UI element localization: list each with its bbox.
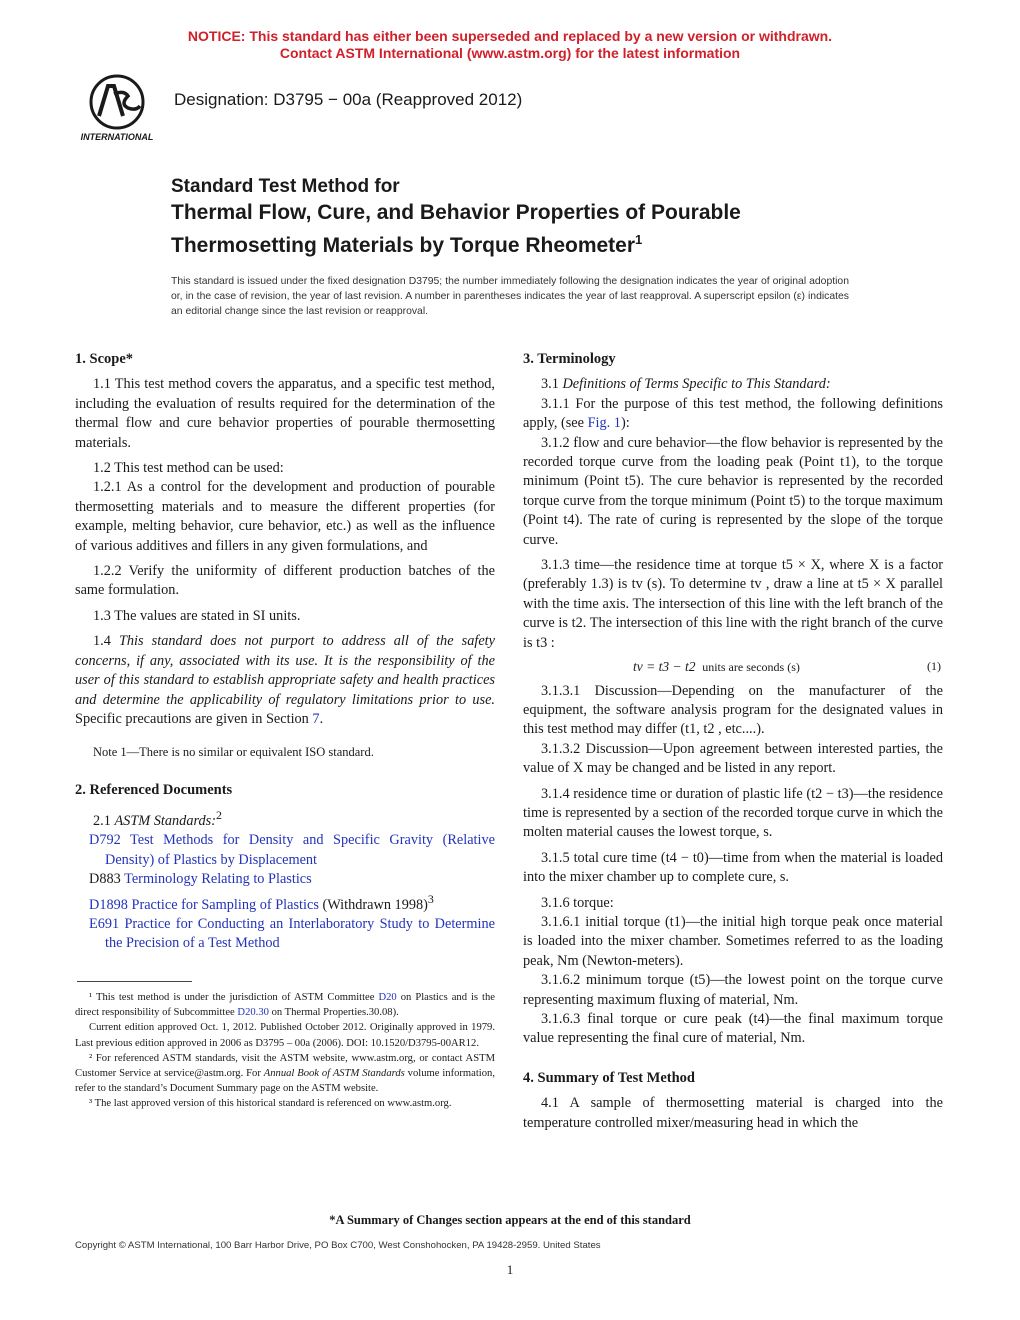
footnote-1-b: on Plastics and is the direct responsibility of Subcommittee: [75, 992, 495, 1019]
ref-d792-code[interactable]: D792: [89, 832, 121, 849]
title-block: [171, 175, 871, 259]
summary-of-changes-note: *A Summary of Changes section appears at the end of this standard: [329, 1213, 691, 1227]
ref-e691-title[interactable]: Practice for Conducting an Interlaboratory Study to Determine the Precision of a Test Method: [105, 915, 495, 952]
para-3-1-num: 3.1: [541, 376, 563, 393]
astm-logo: [74, 72, 160, 144]
para-3-1-1: [523, 395, 943, 434]
section-7-link[interactable]: 7: [312, 710, 320, 727]
note-1: Note 1—There is no similar or equivalent ISO standard.: [93, 745, 374, 760]
ref-d792-title[interactable]: Test Methods for Density and Specific Gravity (Relative Density) of Plastics by Displacement: [105, 832, 495, 868]
para-3-1-6-2: 3.1.6.2 minimum torque (t5)—the lowest point on the torque curve representing maximum fluxing of material, Nm.: [523, 972, 943, 1008]
para-1-4-end: .: [319, 710, 324, 727]
notice-banner: [0, 28, 1020, 62]
para-1-4-tail: Specific precautions are given in Section: [75, 710, 313, 727]
ref-d883-code: D883: [89, 871, 121, 888]
para-1-2-2: 1.2.2 Verify the uniformity of different production batches of the same formulation.: [75, 563, 495, 599]
equation-1-expr: tv = t3 − t2: [633, 659, 696, 675]
para-3-1-1-a: 3.1.1 For the purpose of this test method, the following definitions apply, (see: [523, 395, 943, 432]
title-line-1: Thermal Flow, Cure, and Behavior Properties of Pourable: [171, 201, 741, 224]
section-scope-heading: 1. Scope*: [75, 351, 133, 367]
section-terminology-heading: 3. Terminology: [523, 351, 616, 367]
equation-1-number: (1): [927, 659, 941, 674]
para-1-4: [75, 632, 495, 729]
footnote-rule: [77, 981, 192, 982]
para-3-1-2: 3.1.2 flow and cure behavior—the flow behavior is represented by the recorded torque curve from the loading peak (Point t1), to the torque minimum (Point t5). The cure behavior is represented by the recorded torque curve from the torque minimum (Point t5) to the torque maximum (Point t4). The rate of curing is represented by the slope of the torque curve.: [523, 434, 943, 548]
para-1-2: 1.2 This test method can be used:: [93, 460, 284, 477]
ref-d1898-code[interactable]: D1898: [89, 896, 128, 913]
ref-d1898: [75, 890, 495, 915]
para-3-1-4: 3.1.4 residence time or duration of plastic life (t2 − t3)—the residence time is represented by a section of the recorded torque curve in which the molten material causes the lowest torque, s.: [523, 785, 943, 841]
ref-d1898-sup: 3: [427, 891, 434, 906]
footnote-3: ³ The last approved version of this historical standard is referenced on www.astm.org.: [89, 1098, 452, 1110]
para-2-1: [75, 806, 495, 831]
subcommittee-d2030-link[interactable]: D20.30: [237, 1007, 269, 1019]
para-1-4-num: 1.4: [93, 633, 119, 650]
para-1-3: 1.3 The values are stated in SI units.: [93, 607, 301, 624]
para-1-2-1: 1.2.1 As a control for the development and production of pourable thermosetting materials and to measure the different properties (for example, melting behavior, cure behavior, etc.) as well as the influence of various additives and fillers in any given formulations, and: [75, 479, 495, 554]
title-pre: Standard Test Method for: [171, 176, 400, 197]
footnote-2-b: volume information, refer to the standard’s Document Summary page on the ASTM website.: [75, 1068, 495, 1095]
ref-e691: [75, 915, 495, 954]
para-3-1-3-1: 3.1.3.1 Discussion—Depending on the manufacturer of the equipment, the software analysis program for the designated values in this test method may differ (t1, t2 , etc....).: [523, 682, 943, 738]
para-3-1: [523, 375, 943, 394]
para-4-1: 4.1 A sample of thermosetting material is charged into the temperature controlled mixer/measuring head in which the: [523, 1095, 943, 1131]
para-2-1-sup: 2: [216, 808, 222, 823]
para-3-1-6: 3.1.6 torque:: [541, 894, 614, 911]
footnote-1-a: ¹ This test method is under the jurisdiction of ASTM Committee: [89, 992, 379, 1003]
notice-line-2: Contact ASTM International (www.astm.org) for the latest information: [279, 45, 741, 61]
ref-d792: [75, 831, 495, 870]
right-column: [523, 350, 943, 1133]
para-1-1: 1.1 This test method covers the apparatus, and a specific test method, including the evaluation of results required for the determination of the thermal flow and cure behavior properties of pourable thermosetting materials.: [75, 376, 495, 451]
fig-1-link[interactable]: Fig. 1: [587, 415, 621, 432]
section-summary-heading: 4. Summary of Test Method: [523, 1069, 695, 1086]
ref-d883-title[interactable]: Terminology Relating to Plastics: [120, 871, 312, 888]
title-footnote-mark: 1: [635, 232, 643, 247]
para-3-1-6-1: 3.1.6.1 initial torque (t1)—the initial high torque peak once material is loaded into the mixer chamber. Sometimes referred to as the loading peak, Nm (Newton-meters).: [523, 913, 943, 969]
footnote-2: [75, 1051, 495, 1097]
ref-d883: [75, 870, 495, 889]
footnote-1-c: on Thermal Properties.30.08).: [268, 1007, 399, 1019]
para-3-1-3-2: 3.1.3.2 Discussion—Upon agreement between interested parties, the value of X may be changed and be listed in any report.: [523, 740, 943, 777]
para-1-4-italic: This standard does not purport to address all of the safety concerns, if any, associated with its use. It is the responsibility of the user of this standard to establish appropriate safety and health practices and determine the applicability of regulatory limitations prior to use.: [75, 633, 495, 708]
ref-d1898-suffix: (Withdrawn 1998): [318, 896, 428, 913]
copyright: Copyright © ASTM International, 100 Barr Harbor Drive, PO Box C700, West Conshohocken, PA 19428-2959. United States: [75, 1240, 601, 1251]
title-line-2-text: Thermosetting Materials by Torque Rheometer: [171, 234, 636, 257]
footnote-2-a: ² For referenced ASTM standards, visit the ASTM website, www.astm.org, or contact ASTM Customer Service at service@astm.org. For: [75, 1052, 495, 1080]
footnote-2-italic: Annual Book of ASTM Standards: [263, 1068, 405, 1080]
ref-d1898-title[interactable]: Practice for Sampling of Plastics: [127, 896, 319, 913]
designation: Designation: D3795 − 00a (Reapproved 2012): [174, 90, 523, 109]
page-number: 1: [506, 1262, 514, 1277]
ref-e691-code[interactable]: E691: [89, 915, 120, 932]
para-3-1-6-3: 3.1.6.3 final torque or cure peak (t4)—the final maximum torque value representing the final cure of material, Nm.: [523, 1011, 943, 1047]
footnote-1: [75, 990, 495, 1020]
para-3-1-italic: Definitions of Terms Specific to This Standard:: [562, 376, 831, 393]
footnotes: [75, 990, 495, 1112]
equation-1-body: [633, 657, 800, 677]
para-3-1-3: 3.1.3 time—the residence time at torque t5 × X, where X is a factor (preferably 1.3) is tv (s). To determine tv , draw a line at t5 × X parallel with the time axis. The intersection of this line with the left branch of the curve is t2. The intersection of this line with the right branch of the curve is t3 :: [523, 557, 943, 651]
para-2-1-num: 2.1: [93, 812, 115, 829]
preamble: This standard is issued under the fixed designation D3795; the number immediately following the designation indicates the year of original adoption or, in the case of revision, the year of last revision. A number in parentheses indicates the year of last reapproval. A superscript epsilon (ε) indicates an editorial change since the last revision or reapproval.: [171, 276, 849, 317]
equation-1: [523, 657, 943, 677]
logo-org-text: INTERNATIONAL: [80, 132, 154, 142]
para-3-1-5: 3.1.5 total cure time (t4 − t0)—time from when the material is loaded into the mixer chamber up to complete cure, s.: [523, 849, 943, 886]
left-column: [75, 350, 495, 954]
section-referenced-heading: 2. Referenced Documents: [75, 781, 233, 798]
footnote-edition: Current edition approved Oct. 1, 2012. Published October 2012. Originally approved in 1979. Last previous edition approved in 2006 as D3795 – 00a (2006). DOI: 10.1520/D3795-00AR12.: [75, 1022, 495, 1049]
equation-1-units: units are seconds (s): [702, 660, 800, 675]
committee-d20-link[interactable]: D20: [378, 992, 397, 1003]
title-line-2: [171, 226, 871, 259]
notice-line-1: NOTICE: This standard has either been superseded and replaced by a new version or withdrawn.: [187, 28, 833, 44]
para-2-1-italic: ASTM Standards:: [114, 812, 216, 829]
para-3-1-1-b: ):: [620, 415, 630, 432]
